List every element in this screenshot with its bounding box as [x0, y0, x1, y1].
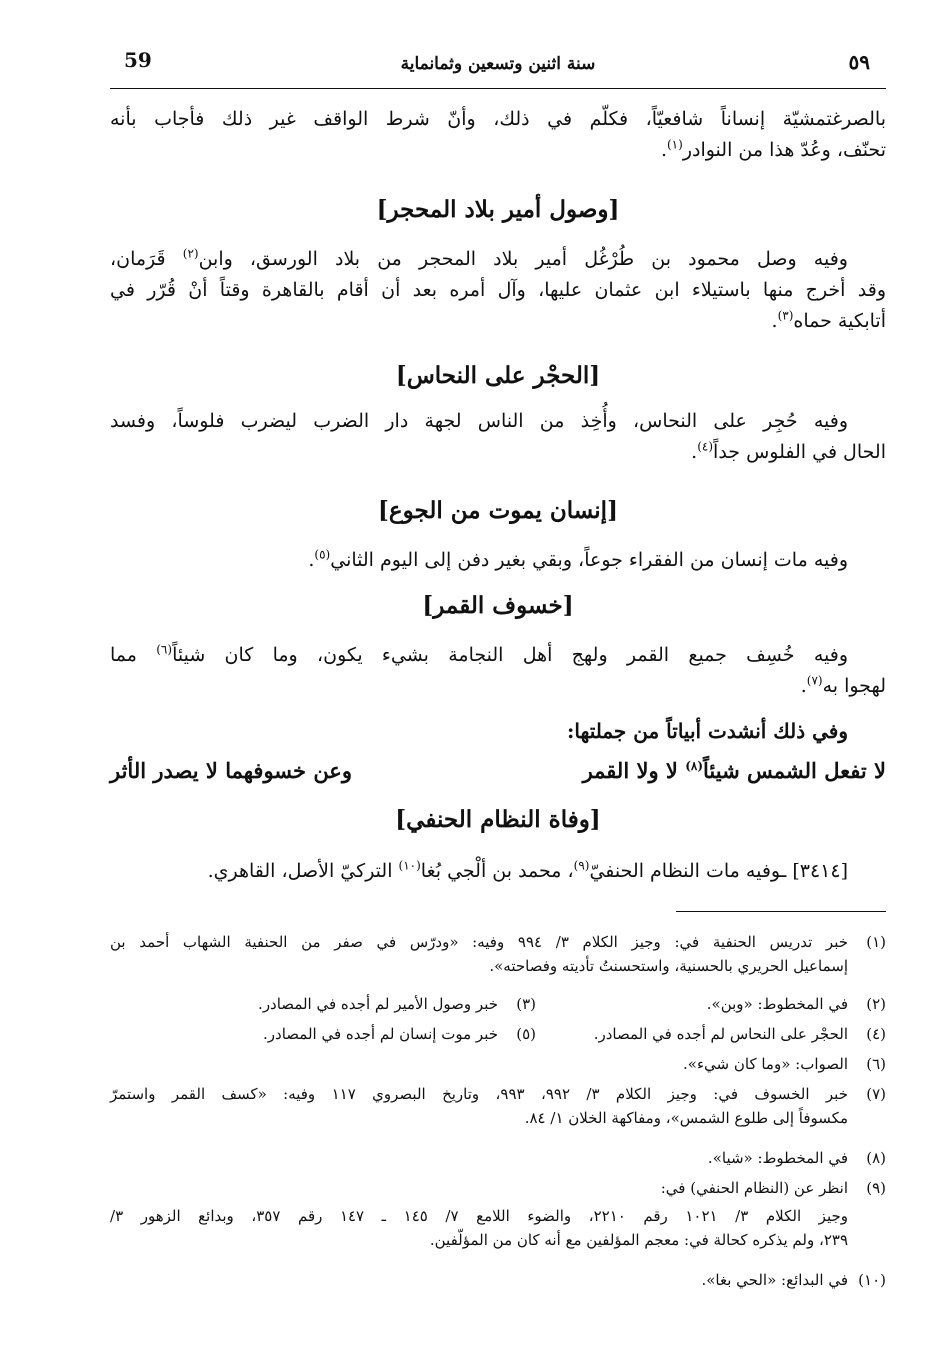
- page-header: [110, 44, 886, 89]
- running-title: سنة اثنين وتسعين وثمانماية: [400, 54, 596, 74]
- footnote-ref[interactable]: (١): [666, 137, 683, 152]
- verse-intro-text: وفي ذلك أنشدت أبياتاً من جملتها:: [567, 719, 848, 743]
- section-paragraph-amir: [110, 244, 886, 337]
- footnote-text: ٢٣٩، ولم يذكره كحالة في: معجم المؤلفين مع أنه كان من المؤلّفين.: [429, 1231, 848, 1249]
- footnote-text: الحجْر على النحاس لم أجده في المصادر.: [593, 1025, 848, 1043]
- footnote-text: خبر موت إنسان لم أجده في المصادر.: [263, 1025, 498, 1043]
- section-paragraph-nahas: [110, 406, 886, 468]
- footnote-3: [166, 992, 536, 1016]
- paragraph-line: [٣٤١٤] ـوفيه مات النظام الحنفيّ$^{(٩)}$، محمد بن ألْجي بُغا$^{(١٠)}$ التركيّ الأصل، القاهري.: [207, 858, 848, 882]
- section-heading-amir: [وصول أمير بلاد المحجر]: [376, 196, 620, 223]
- footnote-number: (١): [866, 933, 886, 951]
- footnote-number: (٦): [866, 1055, 886, 1073]
- paragraph-line: وفيه وصل محمود بن طُرْغُل أمير بلاد المحجر من بلاد الورسق، وابن$^{(٢)}$ قَرَمان،: [110, 246, 848, 270]
- section-paragraph-nizam: [110, 856, 886, 887]
- intro-paragraph: [110, 104, 886, 166]
- footnote-ref[interactable]: (٧): [806, 673, 823, 688]
- entry-number: [٣٤١٤]: [792, 860, 848, 882]
- paragraph-line: لهجوا به$^{(٧)}$.: [800, 673, 886, 697]
- paragraph-line: وفيه مات إنسان من الفقراء جوعاً، وبقي بغير دفن إلى اليوم الثاني$^{(٥)}$.: [308, 547, 848, 571]
- paragraph-line: وفيه حُجِر على النحاس، وأُخِذ من الناس لجهة دار الضرب ليضرب فلوساً، وفسد: [110, 410, 848, 432]
- footnote-number: (٢): [866, 995, 886, 1013]
- footnote-text: في المخطوط: «شيا».: [707, 1149, 848, 1167]
- footnote-number: (٨): [866, 1149, 886, 1167]
- footnote-number: (٤): [866, 1025, 886, 1043]
- footnote-text: مكسوفاً إلى طلوع الشمس»، ومفاكهة الخلان ١/ ٨٤.: [524, 1109, 848, 1127]
- footnote-ref[interactable]: (٦): [156, 642, 173, 657]
- verse-line: [110, 758, 886, 798]
- footnote-text: الصواب: «وما كان شيء».: [683, 1055, 848, 1073]
- footnote-number: (٧): [866, 1085, 886, 1103]
- paragraph-line: الحال في الفلوس جداً$^{(٤)}$.: [691, 439, 886, 463]
- section-heading-jua: [إنسان يموت من الجوع]: [378, 497, 618, 524]
- footnote-1: [110, 930, 886, 978]
- footnote-text: في البدائع: «الحي بغا».: [701, 1271, 848, 1289]
- verse-hemistich-first: لا تفعل الشمس شيئاً$^{(٨)}$ لا ولا القمر: [582, 758, 886, 783]
- footnote-ref[interactable]: (٤): [697, 439, 714, 454]
- intro-line-1: بالصرغتمشيّة إنساناً شافعيّاً، فكلّم في ذلك، وأنّ شرط الواقف غير ذلك فأجاب بأنه: [110, 108, 886, 130]
- footnote-5: [166, 1022, 536, 1046]
- section-heading-nizam: [وفاة النظام الحنفي]: [395, 806, 601, 833]
- footnote-text: انظر عن (النظام الحنفي) في:: [660, 1179, 848, 1197]
- footnote-10: [110, 1268, 886, 1292]
- footnote-ref[interactable]: (٣): [777, 308, 794, 323]
- paragraph-line: وفيه خُسِف جميع القمر ولهج أهل النجامة بشيء يكون، وما كان شيئاً$^{(٦)}$ مما: [110, 642, 848, 666]
- section-heading-khusuf: [خسوف القمر]: [422, 592, 574, 619]
- footnote-ref[interactable]: (٩): [573, 858, 590, 873]
- footnote-number: (٩): [866, 1179, 886, 1197]
- paragraph-line: أتابكية حماه$^{(٣)}$.: [771, 308, 886, 332]
- section-paragraph-khusuf: [110, 640, 886, 702]
- footnote-text: إسماعيل الحريري بالحسنية، واستحسنتُ تأديته وفصاحته».: [489, 957, 848, 975]
- paragraph-line: وقد أخرج منها باستيلاء ابن عثمان عليها، وآل أمره بعد أن أقام بالقاهرة وقتاً أنْ قُرّر في: [110, 279, 886, 301]
- footnote-8: [110, 1146, 886, 1170]
- footnote-9: [110, 1176, 886, 1252]
- verse-hemistich-second: وعن خسوفهما لا يصدر الأثر: [110, 758, 352, 783]
- footnote-4: [516, 1022, 886, 1046]
- footnote-ref[interactable]: (١٠): [398, 858, 421, 873]
- footnote-number: (٥): [516, 1025, 536, 1043]
- page-number-arabic: ٥٩: [848, 50, 870, 74]
- footnote-2: [516, 992, 886, 1016]
- footnote-text: وجيز الكلام ٣/ ١٠٢١ رقم ٢٢١٠، والضوء اللامع ٧/ ١٤٥ ـ ١٤٧ رقم ٣٥٧، وبدائع الزهور ٣/: [110, 1207, 848, 1225]
- footnote-text: خبر تدريس الحنفية في: وجيز الكلام ٣/ ٩٩٤ وفيه: «ودرّس في صفر من الحنفية الشهاب أحمد بن: [110, 933, 848, 951]
- footnote-text: خبر الخسوف في: وجيز الكلام ٣/ ٩٩٢، ٩٩٣، وتاريخ البصروي ١١٧ وفيه: «كسف القمر واستمرّ: [110, 1085, 848, 1103]
- verse-intro: [110, 716, 886, 747]
- footnote-6: [110, 1052, 886, 1076]
- section-paragraph-jua: [110, 545, 886, 576]
- section-heading-nahas: [الحجْر على النحاس]: [395, 362, 601, 389]
- footnote-number: (٣): [516, 995, 536, 1013]
- page-number-latin: 59: [124, 48, 152, 72]
- footnote-ref[interactable]: (٢): [182, 246, 199, 261]
- footnote-7: [110, 1082, 886, 1130]
- footnote-text: في المخطوط: «وبن».: [706, 995, 848, 1013]
- intro-line-2: تحنّف، وعُدّ هذا من النوادر$^{(١)}$.: [660, 137, 886, 161]
- footnote-separator: [676, 911, 886, 912]
- footnote-ref[interactable]: (٥): [314, 547, 331, 562]
- footnote-ref[interactable]: (٨): [685, 759, 704, 773]
- footnote-text: خبر وصول الأمير لم أجده في المصادر.: [258, 995, 498, 1013]
- footnote-number: (١٠): [858, 1271, 886, 1289]
